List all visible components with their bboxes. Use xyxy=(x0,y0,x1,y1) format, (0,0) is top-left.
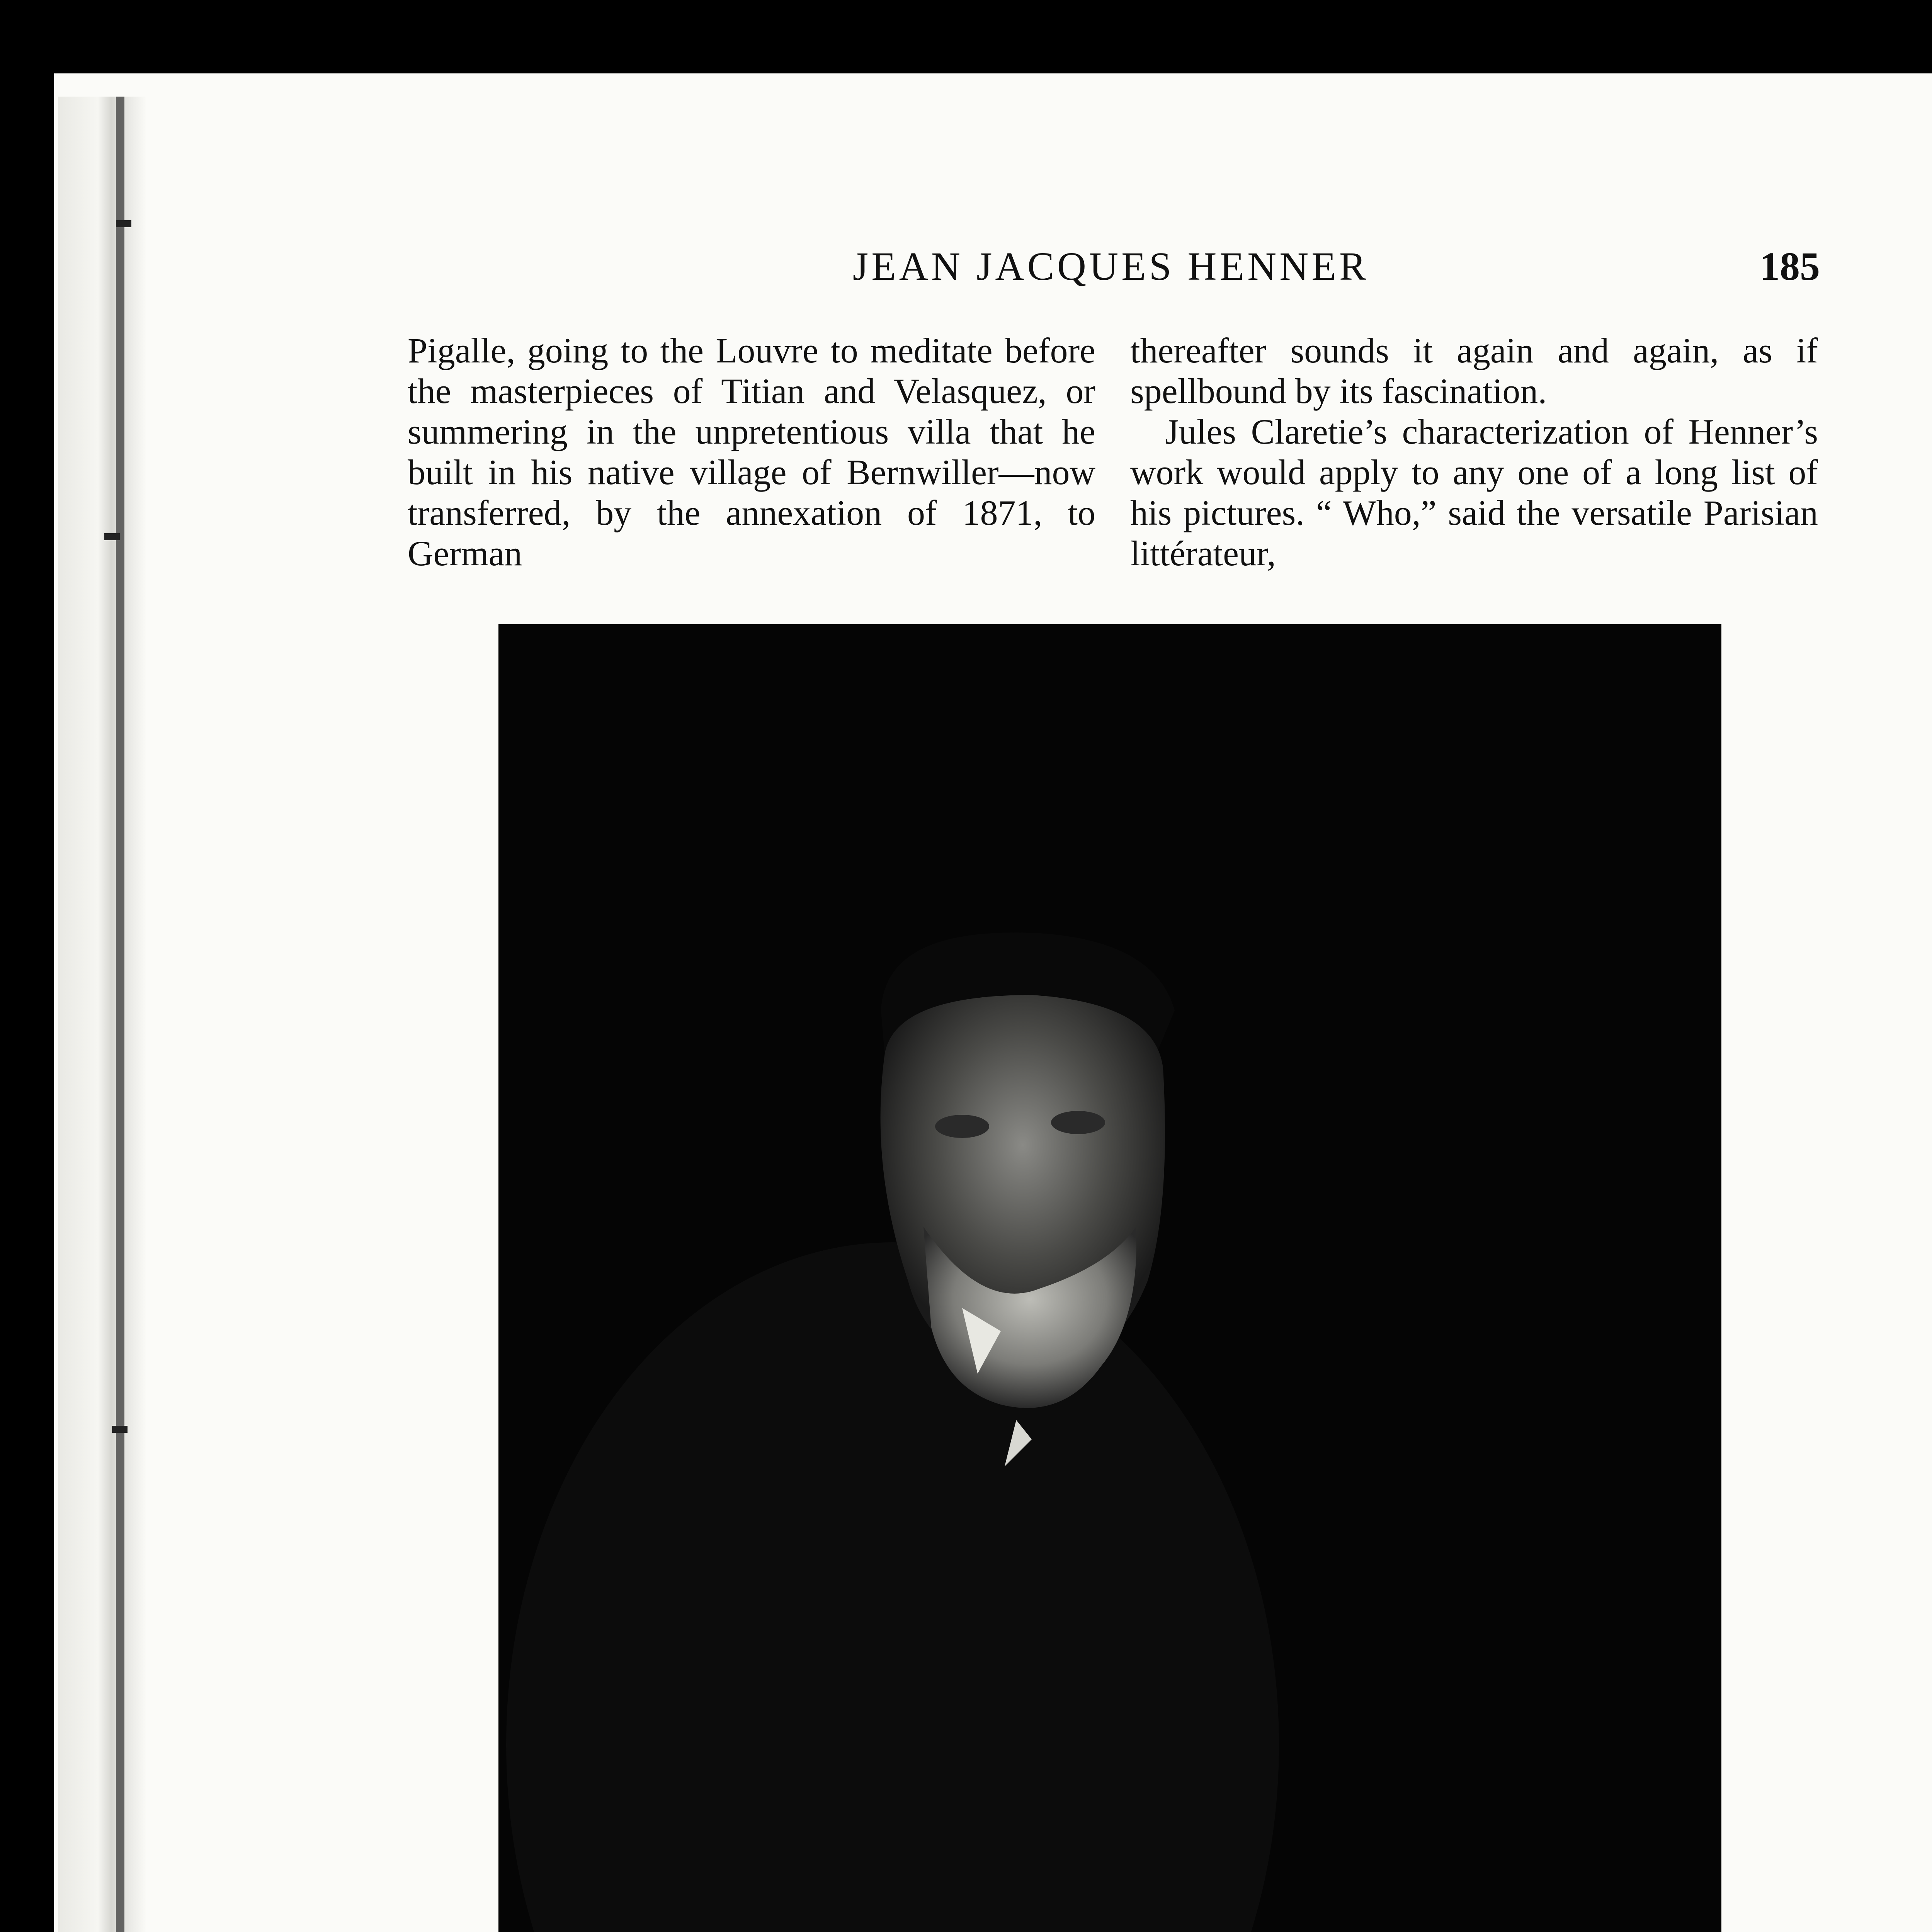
paragraph: Jules Claretie’s characterization of Henner’s work would apply to any one of a long list of his pictures. “ Who,” said the versatile Parisian littérateur, xyxy=(1130,412,1818,573)
page-number: 185 xyxy=(1760,244,1820,289)
portrait-illustration xyxy=(498,624,1721,1932)
binding-mark xyxy=(104,533,120,540)
paragraph: Pigalle, going to the Louvre to meditate before the masterpieces of Titian and Velasquez, or summering in the unpretentious villa that he built in his native village of Bernwiller—now transferred, by the annexation of 1871, to German xyxy=(408,331,1095,573)
paragraph: thereafter sounds it again and again, as if spellbound by its fascination. xyxy=(1130,331,1818,411)
portrait-photo xyxy=(498,624,1721,1932)
page-header xyxy=(402,243,1820,301)
binding-mark xyxy=(116,220,131,227)
binding-mark xyxy=(112,1426,128,1433)
column-right-top xyxy=(1130,330,1818,574)
column-left-top xyxy=(408,330,1095,574)
book-spine xyxy=(58,97,147,1932)
running-title: JEAN JACQUES HENNER xyxy=(852,244,1369,289)
spine-shadow xyxy=(116,97,124,1932)
